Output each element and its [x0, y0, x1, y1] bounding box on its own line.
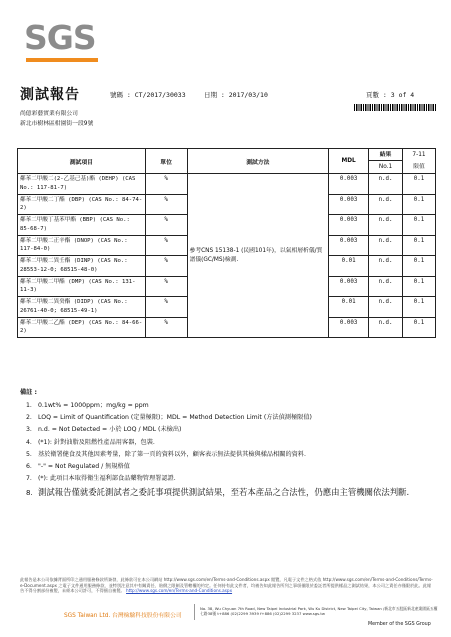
row-mdl: 0.003 [329, 317, 369, 338]
row-item: 鄰苯二甲酸丁基苯甲酯 (BBP) (CAS No.: 85-68-7) [18, 215, 146, 236]
row-limit: 0.1 [403, 297, 436, 318]
row-unit: % [145, 297, 187, 318]
row-result: n.d. [369, 317, 403, 338]
row-limit: 0.1 [403, 215, 436, 236]
row-unit: % [145, 235, 187, 256]
header-sample-no: No.1 [378, 164, 393, 170]
client-name: 尚億彩藝實業有限公司 [20, 111, 78, 117]
row-item: 鄰苯二甲酸二甲酯 (DMP) (CAS No.: 131-11-3) [18, 276, 146, 297]
header-item: 測試項目 [18, 149, 146, 174]
remarks-title: 備註 : [20, 389, 38, 396]
row-item: 鄰苯二甲酸二丁酯 (DBP) (CAS No.: 84-74-2) [18, 194, 146, 215]
header-limit-line1: 7-11 [412, 152, 426, 158]
row-unit: % [145, 215, 187, 236]
row-mdl: 0.003 [329, 174, 369, 195]
remark-item: 6. "-" = Not Regulated / 無規格值 [26, 462, 130, 470]
row-limit: 0.1 [403, 317, 436, 338]
row-result: n.d. [369, 297, 403, 318]
row-unit: % [145, 276, 187, 297]
header-limit-line2: 限值 [413, 164, 425, 170]
row-limit: 0.1 [403, 174, 436, 195]
row-result: n.d. [369, 235, 403, 256]
row-mdl: 0.003 [329, 276, 369, 297]
report-date: 日期 : 2017/03/10 [204, 91, 268, 99]
row-limit: 0.1 [403, 276, 436, 297]
sgs-logo [24, 18, 98, 62]
row-result: n.d. [369, 174, 403, 195]
row-limit: 0.1 [403, 235, 436, 256]
row-item: 鄰苯二甲酸二乙酯 (DEP) (CAS No.: 84-66-2) [18, 317, 146, 338]
row-mdl: 0.003 [329, 194, 369, 215]
header-result-label: 結果 [369, 149, 402, 161]
header-limit [403, 149, 436, 174]
row-item: 鄰苯二甲酸二正辛酯 (DNOP) (CAS No.: 117-84-0) [18, 235, 146, 256]
row-result: n.d. [369, 215, 403, 236]
report-header [20, 84, 440, 104]
row-limit: 0.1 [403, 194, 436, 215]
terms-link[interactable]: http://www.sgs.com/en/Terms-and-Conditions.aspx [126, 588, 233, 593]
row-mdl: 0.003 [329, 235, 369, 256]
footer-divider [194, 604, 195, 620]
row-unit: % [145, 256, 187, 277]
row-result: n.d. [369, 276, 403, 297]
remark-item: 4. (*1): 針對油脂及阻燃性產品用客器，包裝. [26, 438, 155, 446]
report-number: 號碼 : CT/2017/30033 [110, 91, 186, 99]
remark-item: 3. n.d. = Not Detected = 小於 LOQ / MDL (未檢出) [26, 426, 182, 434]
table-row [18, 174, 436, 195]
page-number: 頁數 : 3 of 4 [366, 91, 415, 99]
remarks-list [20, 402, 440, 499]
results-table [17, 148, 436, 338]
logo-stripe [26, 58, 98, 62]
footer-member: Member of the SGS Group [368, 622, 431, 627]
row-unit: % [145, 194, 187, 215]
remark-item: 5. 基於衛署健食及其他因素考量，除了第一頁的資料以外，顧客表示無法提供其檢與樣品相關的資料. [26, 450, 307, 458]
header-result [369, 149, 403, 174]
header-mdl: MDL [329, 149, 369, 174]
barcode [354, 104, 436, 111]
remarks-section [20, 387, 440, 504]
row-result: n.d. [369, 256, 403, 277]
footer-company: SGS Taiwan Ltd. 台灣檢驗科技股份有限公司 [64, 613, 182, 619]
report-title: 測試報告 [20, 87, 80, 103]
remark-item: 2. LOQ = Limit of Quantification (定量極限)；MDL = Method Detection Limit (方法偵測極限值) [26, 414, 312, 422]
test-method: 參考CNS 15138-1 (民國101年)，以氣相層析儀/質譜儀(GC/MS)檢測. [187, 174, 329, 338]
row-unit: % [145, 174, 187, 195]
footer-address: No. 38, Wu Chyuan 7th Road, New Taipei Industrial Park, Wu Ku District, New Taipei City, Taiwan /新北市五股區新北產業園區五權七路38號 t+886 (02)2299 3939 f+886 (02)2299 3237 www.sgs.tw [200, 606, 438, 616]
header-unit: 單位 [145, 149, 187, 174]
table-header-row [18, 149, 436, 174]
row-item: 鄰苯二甲酸二異壬酯 (DINP) (CAS No.: 28553-12-0; 68515-48-0) [18, 256, 146, 277]
terms-fineprint [20, 577, 435, 603]
row-result: n.d. [369, 194, 403, 215]
remark-item: 1. 0.1wt% = 1000ppm；mg/kg = ppm [26, 402, 149, 409]
page-footer [20, 604, 440, 630]
row-item: 鄰苯二甲酸二異癸酯 (DIDP) (CAS No.: 26761-40-0; 68515-49-1) [18, 297, 146, 318]
header-method: 測試方法 [187, 149, 329, 174]
row-limit: 0.1 [403, 256, 436, 277]
remark-item: 8. 測試報告僅就委託測試者之委託事項提供測試結果，至若本產品之合法性，仍應由主管機關依法判斷. [26, 487, 410, 498]
row-item: 鄰苯二甲酸二(2-乙基己基)酯 (DEHP) (CAS No.: 117-81-7) [18, 174, 146, 195]
row-mdl: 0.01 [329, 297, 369, 318]
terms-text: 此報告是本公司依據背面所印之通用服務條款所簽發，此條款可在本公司網站 http://www.sgs.com/en/Terms-and-Conditions.aspx 閱覽，凡電子文件之格式依 http://www.sgs.com/en/Terms-and-Conditions/Terms-e-Document.aspx 之電子文件通用服務條款，並特別注意其中有關責任、賠償之限制及管轄權的約定。任何持有此文件者，均被告知此報告所列之事項僅限於委託者所提供樣品之測試結果，本公司之責任亦僅限於此。此報告不得分割部份複製，未經本公司許可，不得擅自複製。 [20, 577, 433, 593]
logo-text: SGS [24, 18, 96, 57]
row-mdl: 0.01 [329, 256, 369, 277]
row-unit: % [145, 317, 187, 338]
client-address: 新北市樹林區柑園街一段9號 [20, 121, 94, 127]
remark-item: 7. (*): 此項目本取得衛生福利部食品藥物管理署認證. [26, 475, 176, 483]
row-mdl: 0.003 [329, 215, 369, 236]
